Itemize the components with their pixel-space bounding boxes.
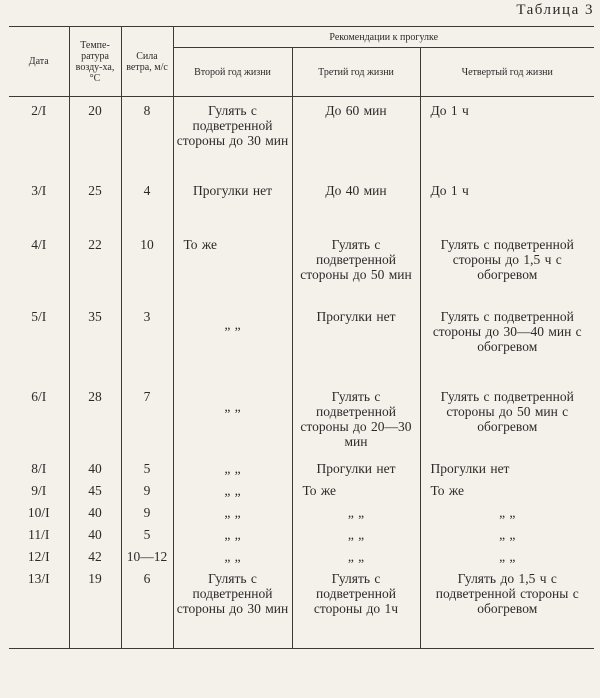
cell-y4: Гулять до 1,5 ч с подветренной стороны с обогревом xyxy=(420,571,594,649)
cell-y3: Прогулки нет xyxy=(292,309,420,389)
cell-y2: „ „ xyxy=(173,549,292,571)
cell-wind: 7 xyxy=(121,389,173,461)
cell-date: 3/I xyxy=(9,183,69,237)
cell-y3: „ „ xyxy=(292,505,420,527)
table-row xyxy=(9,183,594,237)
cell-y3: Гулять с подветренной стороны до 1ч xyxy=(292,571,420,649)
cell-y2: „ „ xyxy=(173,527,292,549)
cell-y3: То же xyxy=(292,483,420,505)
cell-y4: До 1 ч xyxy=(420,97,594,183)
cell-temp: 22 xyxy=(69,237,121,309)
cell-y4: „ „ xyxy=(420,527,594,549)
cell-temp: 42 xyxy=(69,549,121,571)
cell-wind: 5 xyxy=(121,461,173,483)
cell-y3: „ „ xyxy=(292,549,420,571)
cell-date: 2/I xyxy=(9,97,69,183)
header-wind: Сила ветра, м/с xyxy=(121,27,173,97)
table-row xyxy=(9,505,594,527)
cell-y4: То же xyxy=(420,483,594,505)
cell-y4: Гулять с подветренной стороны до 30—40 мин с обогревом xyxy=(420,309,594,389)
cell-wind: 4 xyxy=(121,183,173,237)
cell-date: 4/I xyxy=(9,237,69,309)
header-second-year: Второй год жизни xyxy=(173,48,292,97)
cell-y3: „ „ xyxy=(292,527,420,549)
cell-date: 12/I xyxy=(9,549,69,571)
cell-date: 13/I xyxy=(9,571,69,649)
cell-y4: Прогулки нет xyxy=(420,461,594,483)
cell-wind: 10—12 xyxy=(121,549,173,571)
cell-y2: То же xyxy=(173,237,292,309)
table-caption: Таблица 3 xyxy=(516,2,594,18)
table-row xyxy=(9,483,594,505)
cell-y2: „ „ xyxy=(173,505,292,527)
header-date: Дата xyxy=(9,27,69,97)
cell-wind: 8 xyxy=(121,97,173,183)
cell-date: 9/I xyxy=(9,483,69,505)
cell-date: 5/I xyxy=(9,309,69,389)
cell-date: 10/I xyxy=(9,505,69,527)
header-third-year: Третий год жизни xyxy=(292,48,420,97)
cell-y3: Прогулки нет xyxy=(292,461,420,483)
cell-y4: До 1 ч xyxy=(420,183,594,237)
table-row xyxy=(9,389,594,461)
cell-date: 11/I xyxy=(9,527,69,549)
cell-date: 6/I xyxy=(9,389,69,461)
cell-date: 8/I xyxy=(9,461,69,483)
cell-temp: 40 xyxy=(69,505,121,527)
cell-y4: „ „ xyxy=(420,505,594,527)
cell-y3: Гулять с подветренной стороны до 50 мин xyxy=(292,237,420,309)
cell-temp: 28 xyxy=(69,389,121,461)
table-row xyxy=(9,461,594,483)
table-row xyxy=(9,527,594,549)
cell-y2: „ „ xyxy=(173,483,292,505)
table-row xyxy=(9,309,594,389)
cell-y2: „ „ xyxy=(173,389,292,461)
cell-y3: До 60 мин xyxy=(292,97,420,183)
table-row xyxy=(9,97,594,183)
cell-temp: 45 xyxy=(69,483,121,505)
cell-y2: „ „ xyxy=(173,461,292,483)
cell-y2: „ „ xyxy=(173,309,292,389)
cell-y4: Гулять с подветренной стороны до 50 мин с обогревом xyxy=(420,389,594,461)
cell-temp: 19 xyxy=(69,571,121,649)
header-fourth-year: Четвертый год жизни xyxy=(420,48,594,97)
cell-y4: Гулять с подветренной стороны до 1,5 ч с обогревом xyxy=(420,237,594,309)
cell-temp: 25 xyxy=(69,183,121,237)
cell-y3: До 40 мин xyxy=(292,183,420,237)
table-row xyxy=(9,549,594,571)
cell-y2: Прогулки нет xyxy=(173,183,292,237)
header-recommendations: Рекомендации к прогулке xyxy=(173,27,594,48)
table-row xyxy=(9,237,594,309)
cell-y3: Гулять с подветренной стороны до 20—30 мин xyxy=(292,389,420,461)
header-temperature: Темпе-ратура возду-ха, °С xyxy=(69,27,121,97)
cell-wind: 9 xyxy=(121,505,173,527)
cell-wind: 6 xyxy=(121,571,173,649)
cell-temp: 20 xyxy=(69,97,121,183)
walk-recommendations-table xyxy=(9,26,594,649)
cell-y4: „ „ xyxy=(420,549,594,571)
cell-temp: 40 xyxy=(69,461,121,483)
cell-y2: Гулять с подветренной стороны до 30 мин xyxy=(173,571,292,649)
cell-y2: Гулять с подветренной стороны до 30 мин xyxy=(173,97,292,183)
table-row xyxy=(9,571,594,649)
cell-wind: 3 xyxy=(121,309,173,389)
cell-wind: 5 xyxy=(121,527,173,549)
cell-temp: 40 xyxy=(69,527,121,549)
cell-wind: 10 xyxy=(121,237,173,309)
cell-temp: 35 xyxy=(69,309,121,389)
cell-wind: 9 xyxy=(121,483,173,505)
